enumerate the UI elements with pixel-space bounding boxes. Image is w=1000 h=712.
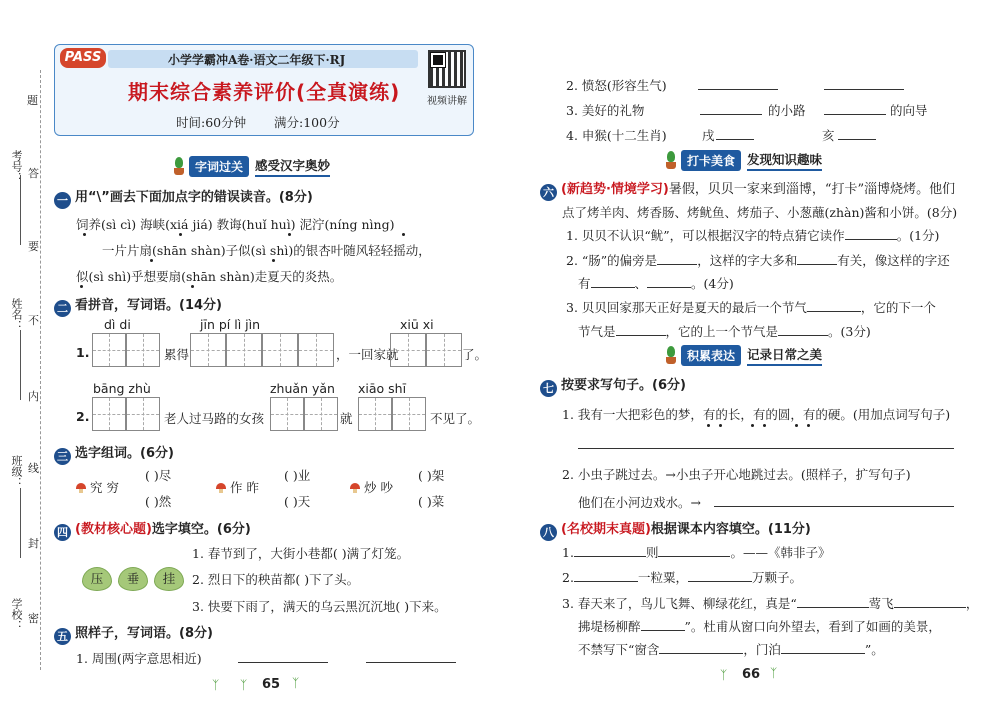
question-3-title: 三 选字组词。(6分): [54, 442, 174, 465]
q1-line2: 一片片扇(shān shàn)子似(sì shì)的银杏叶随风轻轻摇动，: [102, 243, 431, 258]
question-8-title: 八 (名校期末真题)根据课本内容填空。(11分): [540, 518, 811, 541]
blank-word[interactable]: ( )业: [284, 468, 311, 483]
q8-item2: 2. 一粒粟， 万颗子。: [562, 570, 802, 585]
section-banner-words: [172, 156, 330, 176]
binding-label: 线: [28, 462, 39, 475]
writing-box[interactable]: [190, 333, 226, 367]
binding-label: 学校：: [10, 598, 23, 631]
leaf-option: 挂: [154, 567, 184, 591]
page-number: 65: [262, 677, 281, 692]
mushroom-icon: [76, 483, 86, 493]
banner-label: 感受汉字奥妙: [255, 156, 330, 177]
char-choice: 炒 吵: [350, 478, 393, 496]
q7-item2-sub: 他们在小河边戏水。→: [578, 495, 701, 510]
q5-item1: 1. 周围(两字意思相近): [76, 651, 202, 666]
writing-box[interactable]: [226, 333, 262, 367]
banner-label: 发现知识趣味: [747, 150, 822, 171]
answer-line[interactable]: [698, 89, 778, 90]
binding-label: 答: [28, 167, 39, 180]
binding-margin: [0, 0, 48, 712]
answer-line[interactable]: [716, 139, 754, 140]
binding-label: 封: [28, 537, 39, 550]
binding-label: 题: [27, 94, 38, 107]
sprout-icon: ᛉ: [240, 678, 248, 692]
writing-box[interactable]: [426, 333, 462, 367]
q8-item3-cont2: 不禁写下“窗含 ，门泊 ”。: [578, 642, 884, 657]
answer-line[interactable]: [238, 662, 328, 663]
pinyin: xiāo shī: [358, 381, 407, 396]
blank-word[interactable]: ( )尽: [145, 468, 172, 483]
writing-box[interactable]: [92, 397, 126, 431]
q7-item1: 1. 我有一大把彩色的梦，有的长，有的圆，有的硬。(用加点词写句子): [562, 407, 951, 422]
sprout-icon: ᛉ: [770, 666, 778, 680]
q1-line3: 似(sì shì)乎想要扇(shān shàn)走夏天的炎热。: [76, 269, 343, 284]
page-title: 期末综合素养评价(全真演练): [128, 80, 401, 104]
question-7-title: 七 按要求写句子。(6分): [540, 374, 686, 397]
sprout-icon: ᛉ: [292, 676, 300, 690]
plant-icon: [172, 157, 186, 175]
banner-tag: 字词过关: [189, 156, 249, 177]
writing-box[interactable]: [262, 333, 298, 367]
mushroom-icon: [350, 483, 360, 493]
blank-word[interactable]: ( )天: [284, 494, 311, 509]
answer-line[interactable]: [714, 506, 954, 507]
q6-item3-cont: 节气是 ，它的上一个节气是 。(3分): [578, 324, 871, 339]
writing-box[interactable]: [304, 397, 338, 431]
q5-item3: 3. 美好的礼物: [566, 103, 645, 118]
q6-item1: 1. 贝贝不认识“鱿”，可以根据汉字的特点猜它读作 。(1分): [566, 228, 940, 243]
writing-box[interactable]: [270, 397, 304, 431]
writing-box[interactable]: [390, 333, 426, 367]
item-number: 1.: [76, 345, 90, 360]
q8-item1: 1. 则 。——《韩非子》: [562, 545, 831, 560]
q7-item2: 2. 小虫子跳过去。→小虫子开心地跳过去。(照样子，扩写句子): [562, 467, 911, 482]
pinyin: jīn pí lì jìn: [200, 317, 261, 332]
brand-logo: PASS: [60, 48, 106, 68]
binding-label: 班级：: [10, 455, 23, 488]
leaf-option: 压: [82, 567, 112, 591]
pinyin: zhuǎn yǎn: [270, 381, 335, 396]
writing-box[interactable]: [126, 333, 160, 367]
binding-label: 不: [28, 314, 39, 327]
pinyin: dì di: [104, 317, 131, 332]
q6-item3: 3. 贝贝回家那天正好是夏天的最后一个节气 ，它的下一个: [566, 300, 936, 315]
q4-item: 3. 快要下雨了，满天的乌云黑沉沉地( )下来。: [192, 599, 447, 614]
qr-caption: 视频讲解: [427, 96, 467, 107]
pinyin: xiū xi: [400, 317, 434, 332]
banner-tag: 积累表达: [681, 345, 741, 366]
binding-label: 密: [28, 612, 39, 625]
question-1-title: 一 用“\”画去下面加点字的错误读音。(8分): [54, 186, 313, 209]
section-banner-expression: [664, 345, 822, 365]
q8-item3: 3. 春天来了，鸟儿飞舞、柳绿花红，真是“ 莺飞 ，: [562, 596, 979, 611]
answer-line[interactable]: [578, 448, 954, 449]
q5-item2: 2. 愤怒(形容生气): [566, 78, 667, 93]
item-number: 2.: [76, 409, 90, 424]
answer-line[interactable]: [700, 114, 762, 115]
q4-item: 2. 烈日下的秧苗都( )下了头。: [192, 572, 360, 587]
q4-item: 1. 春节到了，大街小巷都( )满了灯笼。: [192, 546, 410, 561]
char-choice: 究 穷: [76, 478, 119, 496]
banner-label: 记录日常之美: [747, 345, 822, 366]
question-2-title: 二 看拼音，写词语。(14分): [54, 294, 222, 317]
binding-label: 姓名：: [10, 298, 23, 331]
answer-line[interactable]: [366, 662, 456, 663]
writing-box[interactable]: [92, 333, 126, 367]
plant-icon: [664, 151, 678, 169]
writing-box[interactable]: [392, 397, 426, 431]
blank-word[interactable]: ( )菜: [418, 494, 445, 509]
question-4-title: 四 (教材核心题)选字填空。(6分): [54, 518, 251, 541]
writing-box[interactable]: [298, 333, 334, 367]
leaf-option: 垂: [118, 567, 148, 591]
q8-item3-cont: 拂堤杨柳醉 ”。杜甫从窗口向外望去，看到了如画的美景，: [578, 619, 941, 634]
binding-label: 内: [28, 390, 39, 403]
question-5-title: 五 照样子，写词语。(8分): [54, 622, 213, 645]
blank-word[interactable]: ( )然: [145, 494, 172, 509]
binding-label: 考号：: [10, 150, 23, 183]
q6-item2-cont: 有 、 。(4分): [578, 276, 734, 291]
time-limit: 时间:60分钟: [176, 115, 247, 130]
char-choice: 作 昨: [216, 478, 259, 496]
pinyin: bāng zhù: [93, 381, 151, 396]
sprout-icon: ᛉ: [720, 668, 728, 682]
binding-label: 要: [28, 240, 39, 253]
full-score: 满分:100分: [274, 115, 340, 130]
blank-word[interactable]: ( )架: [418, 468, 445, 483]
writing-box[interactable]: [126, 397, 160, 431]
banner-tag: 打卡美食: [681, 150, 741, 171]
q6-line2: 点了烤羊肉、烤香肠、烤鱿鱼、烤茄子、小葱蘸(zhàn)酱和小饼。(8分): [562, 205, 958, 220]
q5-item4: 4. 申猴(十二生肖): [566, 128, 667, 143]
question-6-title: 六 (新趋势·情境学习)暑假，贝贝一家来到淄博，“打卡”淄博烧烤。他们: [540, 178, 955, 201]
answer-line[interactable]: [824, 114, 886, 115]
answer-line[interactable]: [824, 89, 904, 90]
mushroom-icon: [216, 483, 226, 493]
section-banner-food: [664, 150, 822, 170]
sprout-icon: ᛉ: [212, 678, 220, 692]
q1-line1: 饲养(sì cì) 海峡(xiá jiá) 教诲(huǐ huì) 泥泞(níng nìng): [76, 217, 395, 232]
plant-icon: [664, 346, 678, 364]
writing-box[interactable]: [358, 397, 392, 431]
page-number: 66: [742, 667, 761, 682]
series-title: 小学学霸冲A卷·语文二年级下·RJ: [168, 53, 346, 67]
q6-item2: 2. “肠”的偏旁是 ，这样的字大多和 有关，像这样的字还: [566, 253, 950, 268]
answer-line[interactable]: [838, 139, 876, 140]
